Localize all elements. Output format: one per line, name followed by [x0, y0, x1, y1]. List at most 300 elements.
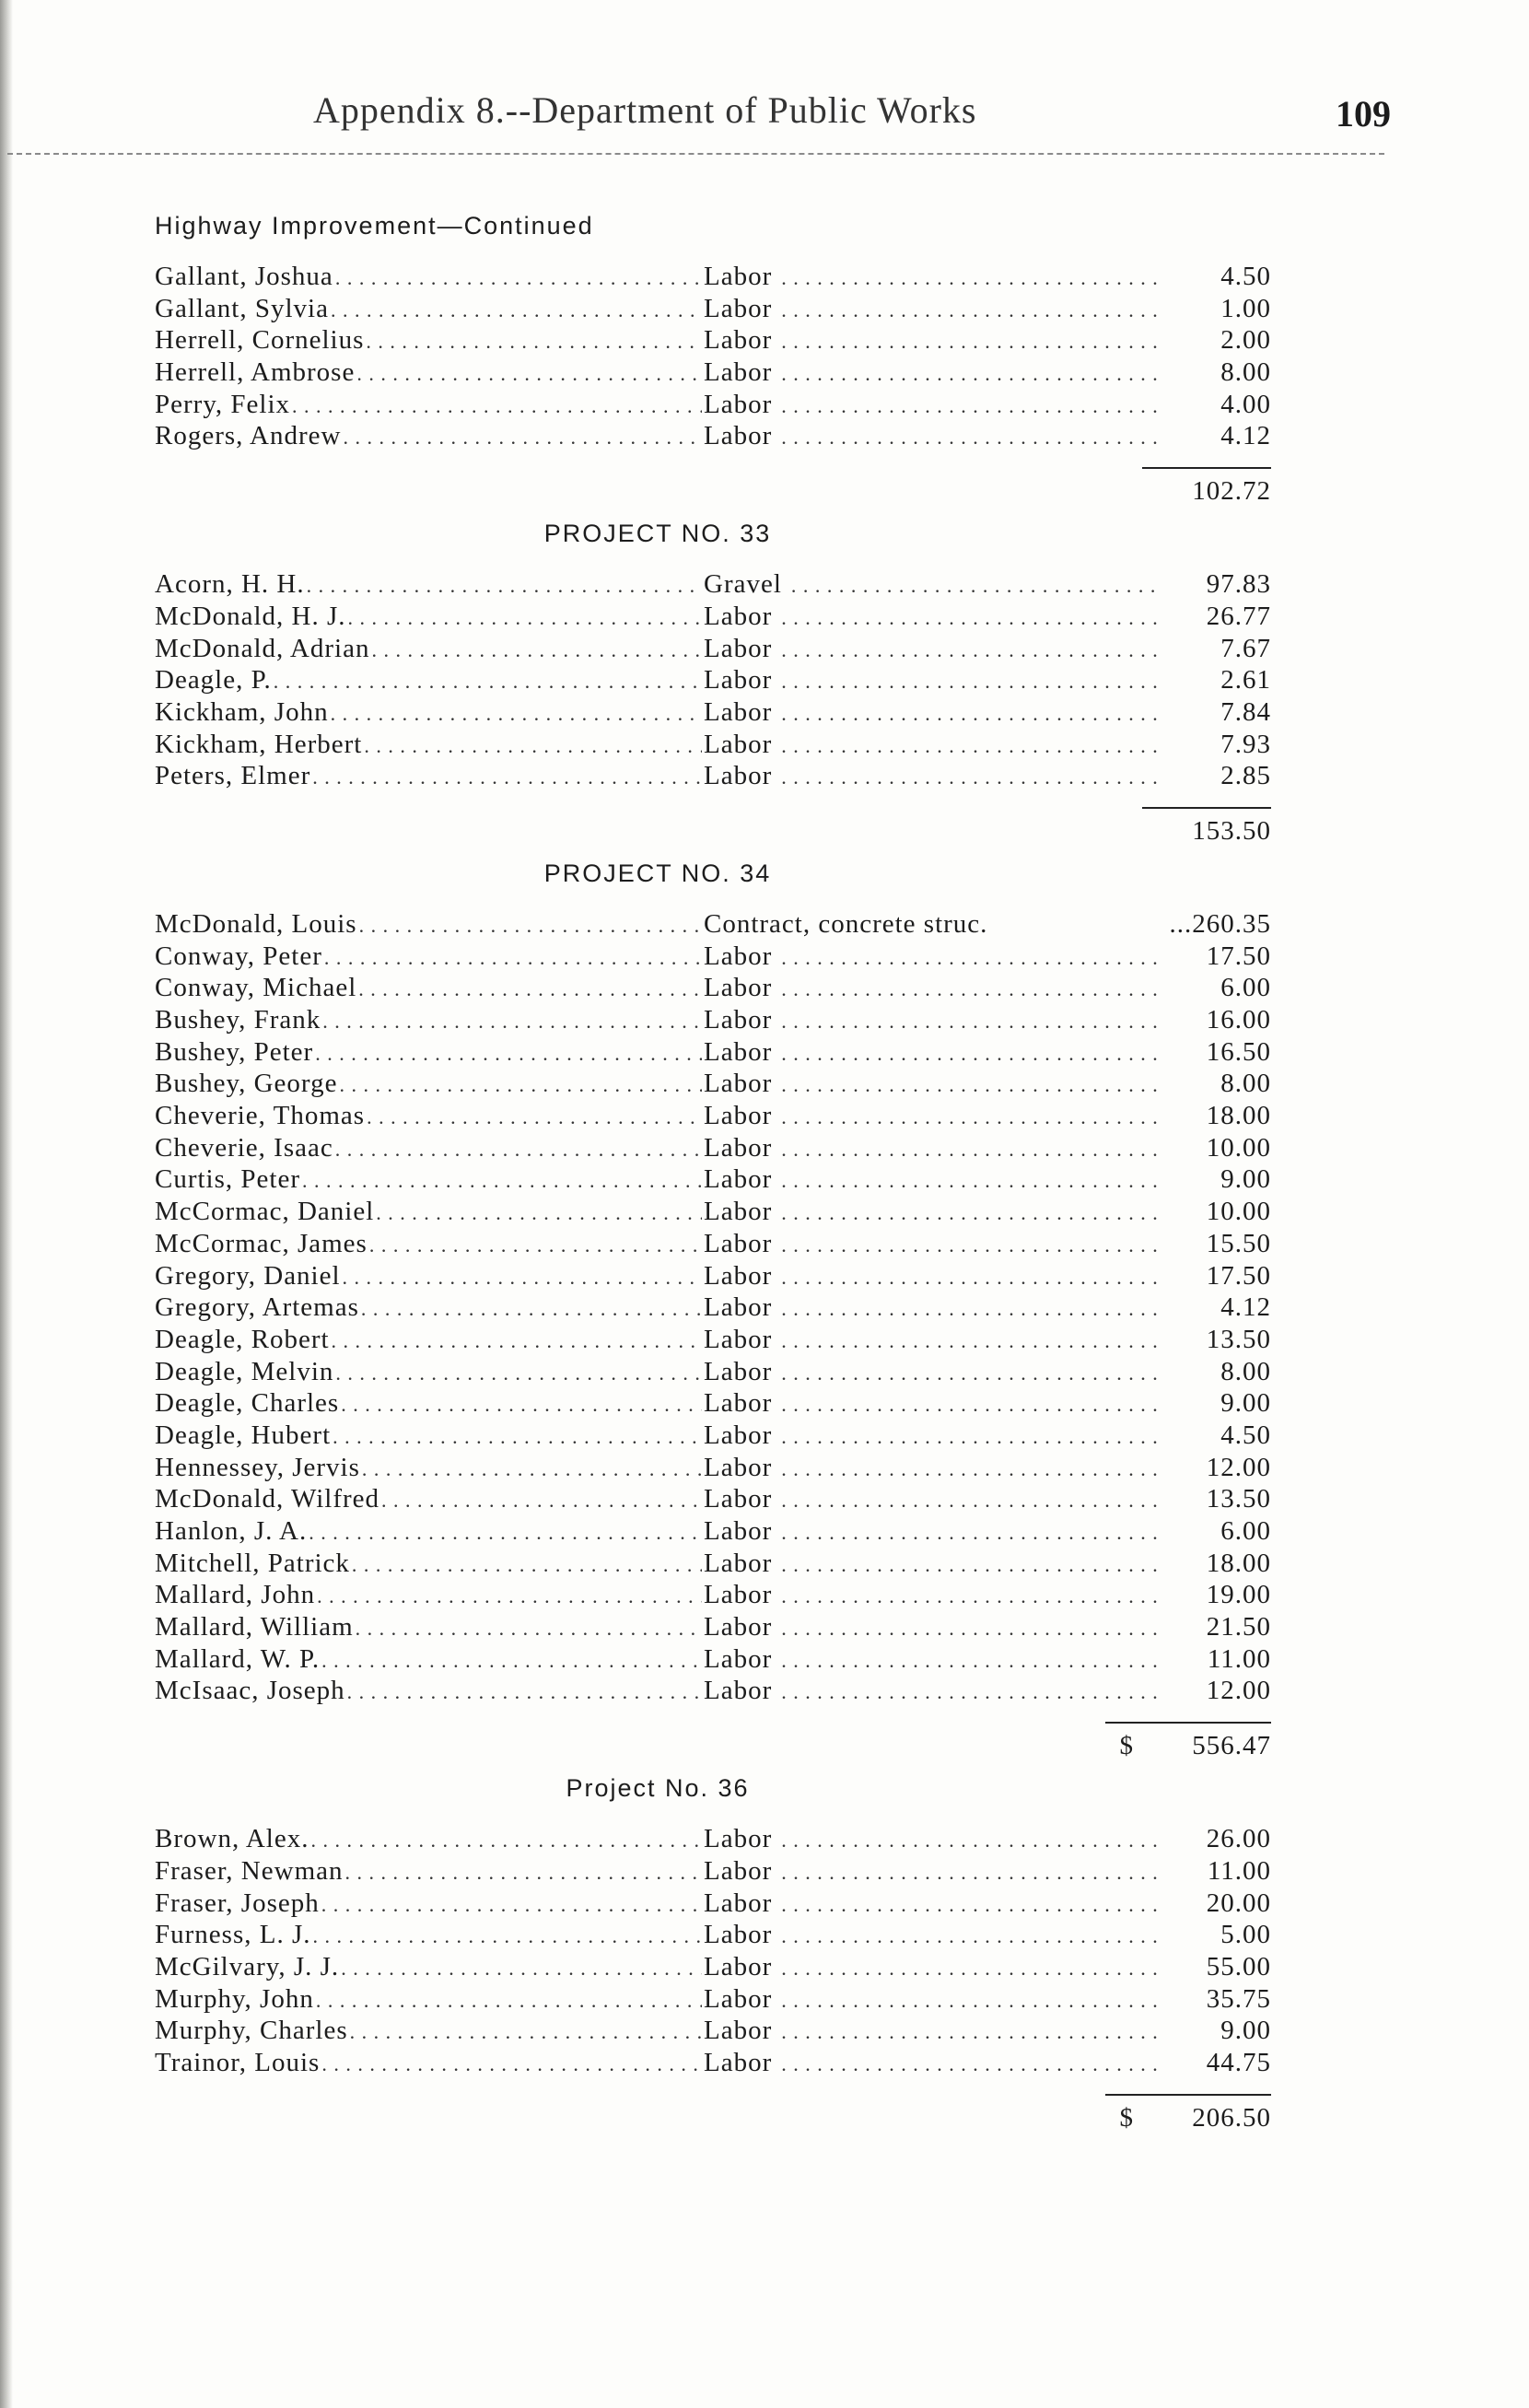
payee-name: Peters, Elmer	[155, 761, 311, 791]
payee-name: Conway, Peter	[155, 941, 322, 971]
dot-leader	[371, 633, 702, 667]
dot-leader	[781, 601, 1161, 635]
amount: 15.50	[1206, 1228, 1271, 1258]
payee-name: Gregory, Artemas	[155, 1292, 359, 1323]
amount: 19.00	[1206, 1580, 1271, 1610]
payee-column	[155, 1483, 704, 1517]
section-total	[155, 452, 1271, 515]
amount: 4.50	[1220, 1420, 1271, 1450]
total-value: 556.47	[1192, 1731, 1271, 1761]
expense-item: Labor	[704, 1005, 773, 1035]
dot-leader	[324, 941, 702, 975]
section-title: PROJECT NO. 33	[543, 520, 772, 548]
payee-column	[155, 293, 704, 327]
payee-column	[155, 1228, 704, 1262]
amount: 13.50	[1206, 1324, 1271, 1354]
amount: 55.00	[1206, 1951, 1271, 1981]
total-rule	[1142, 807, 1271, 809]
payee-column	[155, 1163, 704, 1198]
payee-column	[155, 729, 704, 763]
dot-leader	[781, 1163, 1161, 1198]
payee-name: McDonald, Louis	[155, 908, 357, 939]
payee-column	[155, 1004, 704, 1038]
payee-name: Kickham, John	[155, 696, 329, 727]
entry-list	[155, 568, 1271, 792]
page-binding-edge	[0, 0, 13, 2408]
payee-column	[155, 1611, 704, 1645]
ledger-entry	[155, 1324, 1271, 1356]
payee-column	[155, 972, 704, 1006]
payee-name: Conway, Michael	[155, 973, 357, 1003]
payee-column	[155, 1132, 704, 1166]
dot-leader	[781, 293, 1161, 327]
amount: 16.50	[1206, 1036, 1271, 1067]
payee-column	[155, 2015, 704, 2049]
ledger-entry	[155, 1452, 1271, 1484]
section-total	[155, 1707, 1271, 1770]
ledger-entry	[155, 972, 1271, 1004]
dot-leader	[309, 1515, 702, 1549]
payee-column	[155, 568, 704, 602]
expense-item: Labor	[704, 1612, 773, 1642]
ledger-entry	[155, 729, 1271, 761]
dot-leader	[781, 633, 1161, 667]
dot-leader	[781, 1483, 1161, 1517]
dot-leader	[356, 1611, 702, 1645]
payee-column	[155, 1919, 704, 1953]
payee-name: Cheverie, Thomas	[155, 1101, 366, 1131]
dot-leader	[781, 1100, 1161, 1134]
expense-item: Labor	[704, 1824, 773, 1854]
amount: 13.50	[1206, 1484, 1271, 1514]
dot-leader	[359, 908, 702, 942]
dot-leader	[315, 1036, 702, 1070]
amount: 18.00	[1206, 1548, 1271, 1578]
ledger-entry	[155, 357, 1271, 389]
payee-name: Bushey, Peter	[155, 1036, 314, 1067]
currency-symbol: $	[1119, 1731, 1133, 1761]
dot-leader	[274, 664, 702, 698]
ledger-entry	[155, 1611, 1271, 1643]
expense-item: Labor	[704, 293, 773, 323]
dot-leader	[348, 601, 702, 635]
dot-leader	[781, 1356, 1161, 1390]
amount: 2.61	[1220, 665, 1271, 696]
dot-leader	[781, 1260, 1161, 1294]
ledger-entry	[155, 1100, 1271, 1132]
expense-item: Labor	[704, 1228, 773, 1258]
expense-item: Labor	[704, 389, 773, 419]
payee-column	[155, 1983, 704, 2017]
dot-leader	[781, 1068, 1161, 1102]
expense-item: Labor	[704, 1036, 773, 1067]
expense-item: Labor	[704, 1983, 773, 2014]
ledger-entry	[155, 293, 1271, 325]
expense-item: Labor	[704, 1324, 773, 1354]
amount: 16.00	[1206, 1005, 1271, 1035]
currency-symbol: $	[1119, 2102, 1133, 2133]
total-rule	[1142, 467, 1271, 469]
ledger-entry	[155, 2015, 1271, 2047]
amount: 17.50	[1206, 941, 1271, 971]
amount: 17.50	[1206, 1260, 1271, 1291]
dot-leader	[781, 1579, 1161, 1613]
payee-column	[155, 1356, 704, 1390]
ledger-entry	[155, 601, 1271, 633]
expense-item: Labor	[704, 1516, 773, 1546]
ledger-entry	[155, 2047, 1271, 2079]
ledger-entry	[155, 1356, 1271, 1388]
dot-leader	[781, 1452, 1161, 1486]
dot-leader	[781, 1420, 1161, 1454]
payee-name: McDonald, Adrian	[155, 633, 370, 663]
payee-name: McCormac, James	[155, 1228, 368, 1258]
payee-name: Murphy, John	[155, 1983, 314, 2014]
expense-item: Labor	[704, 1292, 773, 1323]
amount: 10.00	[1206, 1197, 1271, 1227]
ledger-entry	[155, 1515, 1271, 1548]
dot-leader	[781, 261, 1161, 295]
expense-item: Labor	[704, 1888, 773, 1918]
expense-item: Labor	[704, 1452, 773, 1482]
dot-leader	[781, 1888, 1161, 1922]
payee-column	[155, 1675, 704, 1709]
dot-leader	[312, 760, 702, 794]
dot-leader	[352, 1548, 702, 1582]
amount: 9.00	[1220, 1164, 1271, 1195]
payee-name: Trainor, Louis	[155, 2047, 321, 2077]
dot-leader	[339, 1068, 702, 1102]
expense-item: Labor	[704, 1356, 773, 1386]
total-value: 102.72	[1192, 476, 1271, 507]
dot-leader	[310, 1823, 702, 1857]
amount: 6.00	[1220, 1516, 1271, 1546]
dot-leader	[292, 389, 702, 423]
dot-leader	[347, 1675, 702, 1709]
payee-name: Deagle, Charles	[155, 1388, 340, 1419]
ledger-entry	[155, 420, 1271, 452]
dot-leader	[341, 1951, 702, 1985]
payee-column	[155, 601, 704, 635]
amount: 2.85	[1220, 761, 1271, 791]
expense-item: Labor	[704, 1951, 773, 1981]
amount: 35.75	[1206, 1983, 1271, 2014]
payee-column	[155, 1823, 704, 1857]
dot-leader	[781, 1855, 1161, 1889]
dot-leader	[345, 1855, 703, 1889]
payee-column	[155, 324, 704, 358]
expense-item: Labor	[704, 1069, 773, 1099]
payee-column	[155, 1036, 704, 1070]
expense-item: Labor	[704, 941, 773, 971]
dot-leader	[781, 1196, 1161, 1230]
payee-name: Gregory, Daniel	[155, 1260, 341, 1291]
payee-name: Bushey, George	[155, 1069, 338, 1099]
amount: 7.84	[1220, 696, 1271, 727]
dot-leader	[781, 324, 1161, 358]
dot-leader	[791, 568, 1161, 602]
total-value: 206.50	[1192, 2102, 1271, 2133]
payee-name: Deagle, P.	[155, 665, 272, 696]
amount: 8.00	[1220, 1069, 1271, 1099]
dot-leader	[322, 1004, 702, 1038]
ledger-entry	[155, 1228, 1271, 1260]
dot-leader	[321, 2047, 702, 2081]
ledger-entry	[155, 568, 1271, 601]
amount: 4.12	[1220, 421, 1271, 451]
dot-leader	[312, 1919, 702, 1953]
ledger-entry	[155, 1643, 1271, 1676]
dot-leader	[376, 1196, 702, 1230]
amount: 8.00	[1220, 357, 1271, 388]
amount: 20.00	[1206, 1888, 1271, 1918]
page-number: 109	[1336, 93, 1391, 134]
payee-column	[155, 1548, 704, 1582]
payee-name: McIsaac, Joseph	[155, 1676, 345, 1706]
payee-column	[155, 1951, 704, 1985]
dot-leader	[781, 2047, 1161, 2081]
dot-leader	[781, 389, 1161, 423]
expense-item: Labor	[704, 357, 773, 388]
ledger-entry	[155, 1675, 1271, 1707]
ledger-entry	[155, 1823, 1271, 1855]
ledger-entry	[155, 1983, 1271, 2016]
dot-leader	[362, 1452, 702, 1486]
expense-item: Labor	[704, 633, 773, 663]
amount: 26.77	[1206, 601, 1271, 631]
dot-leader	[781, 664, 1161, 698]
amount: 11.00	[1207, 1855, 1271, 1886]
payee-column	[155, 1420, 704, 1454]
ledger-entry	[155, 1387, 1271, 1420]
payee-column	[155, 908, 704, 942]
entry-list	[155, 261, 1271, 452]
ledger-entry	[155, 908, 1271, 941]
ledger-entry	[155, 1951, 1271, 1983]
expense-item: Labor	[704, 1260, 773, 1291]
expense-item: Labor	[704, 696, 773, 727]
payee-name: Rogers, Andrew	[155, 421, 342, 451]
ledger-entry	[155, 1420, 1271, 1452]
dot-leader	[307, 568, 702, 602]
payee-name: Deagle, Melvin	[155, 1356, 334, 1386]
dot-leader	[335, 261, 702, 295]
ledger-entry	[155, 1036, 1271, 1069]
dot-leader	[369, 1228, 702, 1262]
amount: 2.00	[1220, 325, 1271, 356]
payee-column	[155, 1100, 704, 1134]
ledger-entry	[155, 1163, 1271, 1196]
amount: 9.00	[1220, 2016, 1271, 2046]
payee-column	[155, 696, 704, 731]
payee-column	[155, 760, 704, 794]
payee-name: Gallant, Sylvia	[155, 293, 329, 323]
payee-column	[155, 633, 704, 667]
ledger-section	[155, 207, 1271, 515]
dot-leader	[332, 1324, 702, 1358]
payee-name: Mitchell, Patrick	[155, 1548, 350, 1578]
dot-leader	[781, 2015, 1161, 2049]
amount: ...260.35	[1169, 908, 1271, 939]
ledger-entry	[155, 1855, 1271, 1888]
payee-name: Deagle, Hubert	[155, 1420, 332, 1450]
ledger-entry	[155, 1260, 1271, 1292]
expense-item: Labor	[704, 973, 773, 1003]
expense-item: Labor	[704, 729, 773, 759]
header-title: Appendix 8.--Department of Public Works	[313, 89, 977, 131]
amount: 4.50	[1220, 262, 1271, 291]
payee-name: Mallard, John	[155, 1580, 316, 1610]
dot-leader	[367, 1100, 702, 1134]
dot-leader	[361, 1292, 702, 1326]
amount: 26.00	[1206, 1824, 1271, 1854]
amount: 12.00	[1206, 1676, 1271, 1706]
payee-name: Herrell, Cornelius	[155, 325, 365, 356]
amount: 4.12	[1220, 1292, 1271, 1323]
ledger-entry	[155, 1292, 1271, 1324]
payee-column	[155, 2047, 704, 2081]
dot-leader	[781, 1823, 1161, 1857]
amount: 18.00	[1206, 1101, 1271, 1131]
payee-name: Mallard, William	[155, 1612, 354, 1642]
amount: 12.00	[1206, 1452, 1271, 1482]
dot-leader	[781, 760, 1161, 794]
expense-item: Labor	[704, 1197, 773, 1227]
dot-leader	[781, 1228, 1161, 1262]
payee-name: Kickham, Herbert	[155, 729, 363, 759]
ledger-content	[155, 207, 1271, 2142]
total-rule	[1105, 1722, 1271, 1724]
payee-name: Murphy, Charles	[155, 2016, 348, 2046]
ledger-section	[155, 855, 1271, 1770]
amount: 7.93	[1220, 729, 1271, 759]
amount: 11.00	[1207, 1643, 1271, 1674]
ledger-entry	[155, 760, 1271, 792]
expense-item: Labor	[704, 665, 773, 696]
dot-leader	[781, 1611, 1161, 1645]
dot-leader	[781, 1387, 1161, 1421]
payee-column	[155, 1643, 704, 1677]
page-header	[0, 88, 1400, 144]
amount: 9.00	[1220, 1388, 1271, 1419]
section-title: PROJECT NO. 34	[543, 859, 772, 887]
total-rule	[1105, 2094, 1271, 2096]
payee-name: Mallard, W. P.	[155, 1643, 321, 1674]
dot-leader	[781, 1548, 1161, 1582]
payee-name: Bushey, Frank	[155, 1005, 321, 1035]
payee-column	[155, 1855, 704, 1889]
amount: 10.00	[1206, 1132, 1271, 1163]
payee-column	[155, 389, 704, 423]
ledger-entry	[155, 1548, 1271, 1580]
expense-item: Labor	[704, 2047, 773, 2077]
expense-item: Labor	[704, 1484, 773, 1514]
dot-leader	[321, 1888, 702, 1922]
dot-leader	[781, 1919, 1161, 1953]
dot-leader	[331, 293, 702, 327]
payee-name: Gallant, Joshua	[155, 262, 333, 291]
expense-item: Labor	[704, 1580, 773, 1610]
ledger-entry	[155, 633, 1271, 665]
dot-leader	[381, 1483, 702, 1517]
dot-leader	[781, 1004, 1161, 1038]
ledger-entry	[155, 261, 1271, 293]
amount: 5.00	[1220, 1920, 1271, 1950]
expense-item: Labor	[704, 1548, 773, 1578]
header-rule	[7, 153, 1384, 155]
dot-leader	[781, 1643, 1161, 1677]
amount: 97.83	[1206, 569, 1271, 600]
dot-leader	[358, 972, 702, 1006]
ledger-entry	[155, 1068, 1271, 1100]
payee-name: Fraser, Newman	[155, 1855, 344, 1886]
dot-leader	[781, 1324, 1161, 1358]
dot-leader	[781, 696, 1161, 731]
dot-leader	[781, 1951, 1161, 1985]
payee-column	[155, 357, 704, 391]
ledger-entry	[155, 1483, 1271, 1515]
dot-leader	[781, 729, 1161, 763]
dot-leader	[781, 420, 1161, 454]
amount: 1.00	[1220, 293, 1271, 323]
dot-leader	[335, 1132, 702, 1166]
expense-item: Labor	[704, 761, 773, 791]
payee-column	[155, 1068, 704, 1102]
ledger-section	[155, 515, 1271, 855]
payee-name: Deagle, Robert	[155, 1324, 330, 1354]
dot-leader	[350, 2015, 702, 2049]
section-title: Highway Improvement—Continued	[155, 212, 594, 240]
payee-column	[155, 1579, 704, 1613]
payee-column	[155, 941, 704, 975]
ledger-entry	[155, 1888, 1271, 1920]
entry-list	[155, 1823, 1271, 2079]
dot-leader	[321, 1643, 702, 1677]
ledger-entry	[155, 664, 1271, 696]
ledger-entry	[155, 389, 1271, 421]
payee-column	[155, 1452, 704, 1486]
payee-name: Hanlon, J. A.	[155, 1516, 308, 1546]
dot-leader	[302, 1163, 702, 1198]
expense-item: Labor	[704, 325, 773, 356]
payee-name: Herrell, Ambrose	[155, 357, 356, 388]
payee-name: McCormac, Daniel	[155, 1197, 375, 1227]
dot-leader	[343, 420, 702, 454]
ledger-entry	[155, 1004, 1271, 1036]
amount: 4.00	[1220, 389, 1271, 419]
payee-column	[155, 1260, 704, 1294]
expense-item: Labor	[704, 1164, 773, 1195]
expense-item: Contract, concrete struc.	[704, 908, 988, 939]
expense-item: Labor	[704, 1855, 773, 1886]
dot-leader	[333, 1420, 702, 1454]
payee-name: Furness, L. J.	[155, 1920, 311, 1950]
payee-column	[155, 1196, 704, 1230]
ledger-entry	[155, 941, 1271, 973]
dot-leader	[781, 1132, 1161, 1166]
section-title: Project No. 36	[566, 1774, 750, 1803]
ledger-entry	[155, 1196, 1271, 1228]
ledger-entry	[155, 324, 1271, 357]
dot-leader	[781, 1983, 1161, 2017]
expense-item: Labor	[704, 1676, 773, 1706]
payee-column	[155, 1515, 704, 1549]
dot-leader	[781, 357, 1161, 391]
amount: 44.75	[1206, 2047, 1271, 2077]
dot-leader	[781, 941, 1161, 975]
dot-leader	[331, 696, 702, 731]
ledger-section	[155, 1770, 1271, 2142]
